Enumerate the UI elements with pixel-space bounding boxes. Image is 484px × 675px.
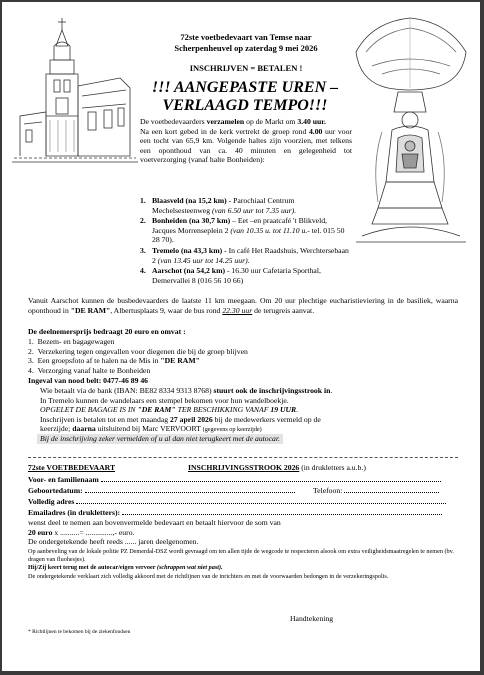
list-item: 3. Een groepsfoto af te halen na de Mis in "DE RAM" <box>28 356 200 366</box>
list-item: 1. Bezem- en bagagewagen <box>28 337 115 346</box>
payment-block: Wie betaalt via de bank (IBAN: BE82 8334 9313 8768) stuurt ook de inschrijvingsstrook in. In Tremelo kunnen de wandelaars een stempel bekomen voor hun wandelboekje. OPGELET DE BAGAGE IS IN "DE RAM" TER BESCHIKKING VANAF 19 UUR. Inschrijven is betalen tot en met maandag 27 april 2026 bij de medewerkers vermeld op de keerzijde; daarna uitsluitend bij Marc VERVOORT (gegevens op keerzijde) Bij de inschrijving zeker vermelden of u al dan niet terugkeert met de autocar. <box>40 386 460 444</box>
police-note: Op aanbeveling van de lokale politie PZ Demerdal-DSZ wordt gevraagd om ten allen tijde de wegcode te respecteren alsook om extra veiligheidsmaatregelen te nemen (bv. dragen van fluohesjes). <box>28 548 454 563</box>
intro-paragraph: De voetbedevaarders verzamelen op de Markt om 3.40 uur. Na een kort gebed in de kerk vertrekt de groep rond 4.00 uur voor een tocht van 65,9 km. Volgende haltes zijn voorzien, met telkens een oponthoud van ca. 40 minuten en gelegenheid tot voetverzorging (vanaf halte Bonheiden): <box>140 117 352 165</box>
header-line-1: 72ste voetbedevaart van Temse naar <box>180 32 312 42</box>
document-page <box>2 2 480 671</box>
agreement-note: De ondergetekende verklaart zich volledig akkoord met de richtlijnen van de inrichters en met de voorwaarden bedongen in de verzekeringspolis. <box>28 573 389 580</box>
email-field[interactable]: Emailadres (in drukletters): <box>28 507 458 518</box>
emergency-phone: Ingeval van nood belt: 0477-46 89 46 <box>28 376 149 385</box>
form-divider <box>28 457 458 458</box>
list-item: 3. Tremelo (na 43,3 km) - In café Het Raadshuis, Werchtersebaan 2 (van 13.45 uur tot 14.25 uur). <box>140 245 349 265</box>
name-field[interactable]: Voor- en familienaam <box>28 474 458 485</box>
footnote: * Richtlijnen te bekomen bij de ziekenfondsen <box>28 629 131 635</box>
form-text: wenst deel te nemen aan bovenvermelde bedevaart en betaalt hiervoor de som van 20 euro x ..........= ..............,- euro. De ondergetekende heeft reeds ...... jaren deelgenomen. <box>28 518 281 547</box>
price-heading: De deelnemersprijs bedraagt 20 euro en omvat : <box>28 327 186 336</box>
birthdate-field[interactable]: Geboortedatum: Telefoon: <box>28 485 458 496</box>
list-item: 4. Verzorging vanaf halte te Bonheiden <box>28 365 151 375</box>
statue-sketch-image <box>352 12 470 244</box>
signature-label: Handtekening <box>290 614 334 623</box>
price-list <box>28 337 458 375</box>
church-sketch-image <box>10 16 142 166</box>
list-item: 2. Verzekering tegen ongevallen voor diegenen die bij de groep blijven <box>28 346 248 356</box>
list-item: 1. Blaasveld (na 15,2 km) - Parochiaal Centrum Mechelsesteenweg (van 6.50 uur tot 7.35 uur). <box>140 196 297 215</box>
phone-field[interactable]: Telefoon: <box>313 485 439 496</box>
header-line-2: Scherpenheuvel op zaterdag 9 mei 2026 <box>174 43 318 53</box>
return-choice: Hij/Zij keert terug met de autocar/eigen vervoer (schrappen wat niet past). <box>28 564 223 571</box>
form-title-row: 72ste VOETBEDEVAART INSCHRIJVINGSSTROOK 2026 (in drukletters a.u.b.) <box>28 463 366 472</box>
stops-list <box>140 196 352 286</box>
after-paragraph: Vanuit Aarschot kunnen de busbedevaarders de laatste 11 km meegaan. Om 20 uur plechtige eucharistieviering in de basiliek, waarna oponthoud in "DE RAM", Albertusplaats 9, waar de bus rond 22.30 uur de terugreis aanvat. <box>28 296 458 315</box>
list-item: 2. Bonheiden (na 30,7 km) – Eet –en praatcafé 't Blikveld, Jacques Morrenseplein 2 (van 10.35 u. tot 11.10 u.- tel. 015 50 28 70). <box>140 216 345 245</box>
list-item: 4. Aarschot (na 54,2 km) - 16.30 uur Cafetaria Sporthal, Demervallei 8 (016 56 10 66) <box>140 266 321 285</box>
title-line-2: VERLAAGD TEMPO!!! <box>162 97 328 114</box>
address-field[interactable]: Volledig adres <box>28 496 458 507</box>
title-line-1: !!! AANGEPASTE UREN – <box>151 79 339 96</box>
subscribe-notice: INSCHRIJVEN = BETALEN ! <box>189 63 303 73</box>
